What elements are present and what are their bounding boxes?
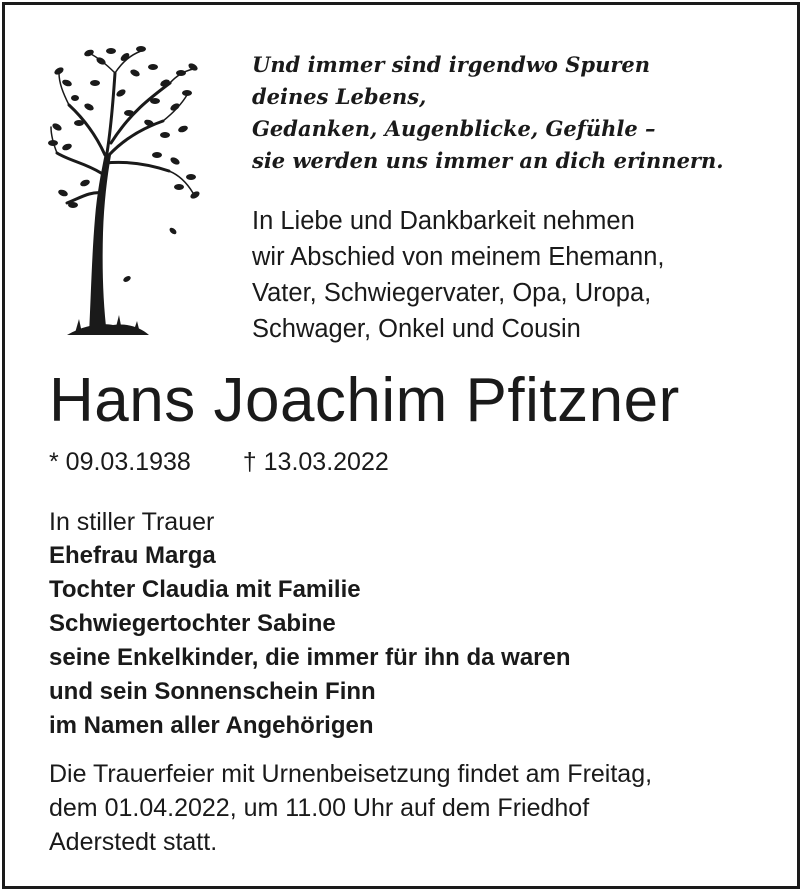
memorial-quote: [252, 49, 782, 177]
intro-line: wir Abschied von meinem Ehemann,: [252, 243, 665, 271]
ceremony-line: Aderstedt statt.: [49, 828, 218, 856]
mourner-entry: und sein Sonnenschein Finn: [49, 678, 376, 705]
quote-line: Und immer sind irgendwo Spuren: [252, 52, 651, 77]
funeral-details: [49, 757, 789, 859]
mourner-entry: Schwiegertochter Sabine: [49, 610, 336, 637]
death-date: † 13.03.2022: [242, 448, 389, 476]
tree-icon: [45, 43, 205, 343]
mourner-entry: Tochter Claudia mit Familie: [49, 576, 361, 603]
quote-line: deines Lebens,: [252, 84, 427, 109]
quote-line: Gedanken, Augenblicke, Gefühle –: [252, 116, 656, 141]
farewell-intro: [252, 203, 782, 347]
ceremony-line: dem 01.04.2022, um 11.00 Uhr auf dem Friedhof: [49, 794, 590, 822]
intro-line: In Liebe und Dankbarkeit nehmen: [252, 207, 635, 235]
ceremony-line: Die Trauerfeier mit Urnenbeisetzung findet am Freitag,: [49, 760, 653, 788]
life-dates: [49, 445, 389, 479]
birth-date: * 09.03.1938: [49, 448, 191, 476]
mourner-entry: seine Enkelkinder, die immer für ihn da waren: [49, 644, 571, 671]
obituary-frame: [2, 2, 800, 889]
deceased-name: Hans Joachim Pfitzner: [49, 366, 680, 435]
quote-line: sie werden uns immer an dich erinnern.: [252, 148, 724, 173]
intro-line: Vater, Schwiegervater, Opa, Uropa,: [252, 279, 652, 307]
mourners-list: [49, 505, 571, 743]
intro-line: Schwager, Onkel und Cousin: [252, 315, 581, 343]
mourner-entry: im Namen aller Angehörigen: [49, 712, 374, 739]
mourners-heading: In stiller Trauer: [49, 508, 215, 536]
mourner-entry: Ehefrau Marga: [49, 542, 216, 569]
